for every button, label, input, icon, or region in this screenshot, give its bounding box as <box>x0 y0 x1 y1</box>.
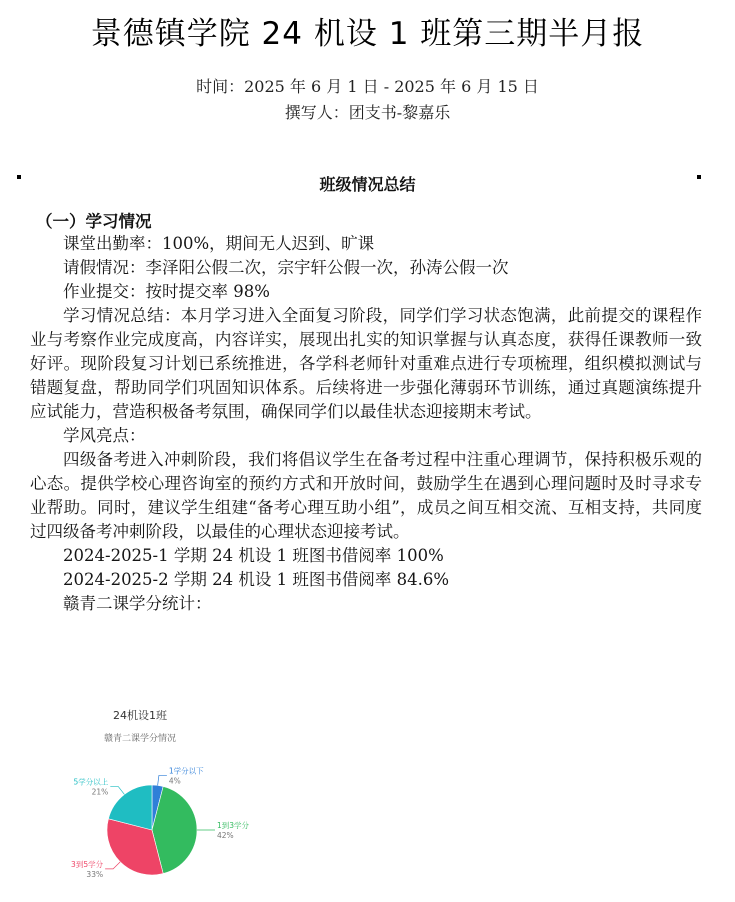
pie-slice-percent: 4% <box>168 776 181 786</box>
library-rate-term-2: 2024-2025-2 学期 24 机设 1 班图书借阅率 84.6% <box>63 570 450 589</box>
pie-slice-label: 5学分以上 <box>73 777 109 787</box>
highlight-label: 学风亮点： <box>63 426 146 445</box>
highlight-paragraph: 四级备考进入冲刺阶段，我们将倡议学生在备考过程中注重心理调节，保持积极乐观的心态。提供学校心理咨询室的预约方式和开放时间，鼓励学生在遇到心理问题时及时寻求专业帮助。同时，建议学生组建“备考心理互助小组”，成员之间互相交流、互相支持，共同度过四级备考冲刺阶段，以最佳的心理状态迎接考试。 <box>30 450 702 541</box>
section-title: 班级情况总结 <box>319 175 416 194</box>
library-rate-term-1: 2024-2025-1 学期 24 机设 1 班图书借阅率 100% <box>63 546 444 565</box>
credit-pie-chart <box>52 705 262 895</box>
chart-title: 24机设1班 <box>113 709 167 722</box>
homework-line: 作业提交：按时提交率 98% <box>63 282 270 301</box>
document-title: 景德镇学院 24 机设 1 班第三期半月报 <box>90 16 645 52</box>
pie-leader-line <box>158 775 167 785</box>
pie-leader-line <box>105 862 120 869</box>
pie-slice-label: 1到3学分 <box>217 821 250 830</box>
leave-line: 请假情况：李泽阳公假二次，宗宇轩公假一次，孙涛公假一次 <box>63 258 509 277</box>
credit-stats-label: 赣青二课学分统计： <box>63 594 212 613</box>
study-summary-paragraph: 学习情况总结：本月学习进入全面复习阶段，同学们学习状态饱满，此前提交的课程作业与考察作业完成度高，内容详实，展现出扎实的知识掌握与认真态度，获得任课教师一致好评。现阶段复习计划已系统推进，各学科老师针对重难点进行专项梳理，组织模拟测试与错题复盘，帮助同学们巩固知识体系。后续将进一步强化薄弱环节训练，通过真题演练提升应试能力，营造积极备考氛围，确保同学们以最佳状态迎接期末考试。 <box>30 306 702 421</box>
pie-slice-label: 1学分以下 <box>168 766 204 776</box>
pie-leader-line <box>110 787 124 795</box>
report-author: 撰写人：团支书-黎嘉乐 <box>284 103 451 122</box>
attendance-line: 课堂出勤率：100%，期间无人迟到、旷课 <box>63 234 375 253</box>
pie-slice-percent: 33% <box>86 869 104 879</box>
study-details <box>30 232 702 616</box>
pie-slice-percent: 21% <box>91 787 109 797</box>
pie-slice-percent: 42% <box>217 831 234 840</box>
pie-slice-label: 3到5学分 <box>71 859 104 869</box>
report-period: 时间：2025 年 6 月 1 日 - 2025 年 6 月 15 日 <box>196 77 539 96</box>
study-heading: （一）学习情况 <box>36 212 152 231</box>
chart-subtitle: 赣青二课学分情况 <box>103 734 177 744</box>
